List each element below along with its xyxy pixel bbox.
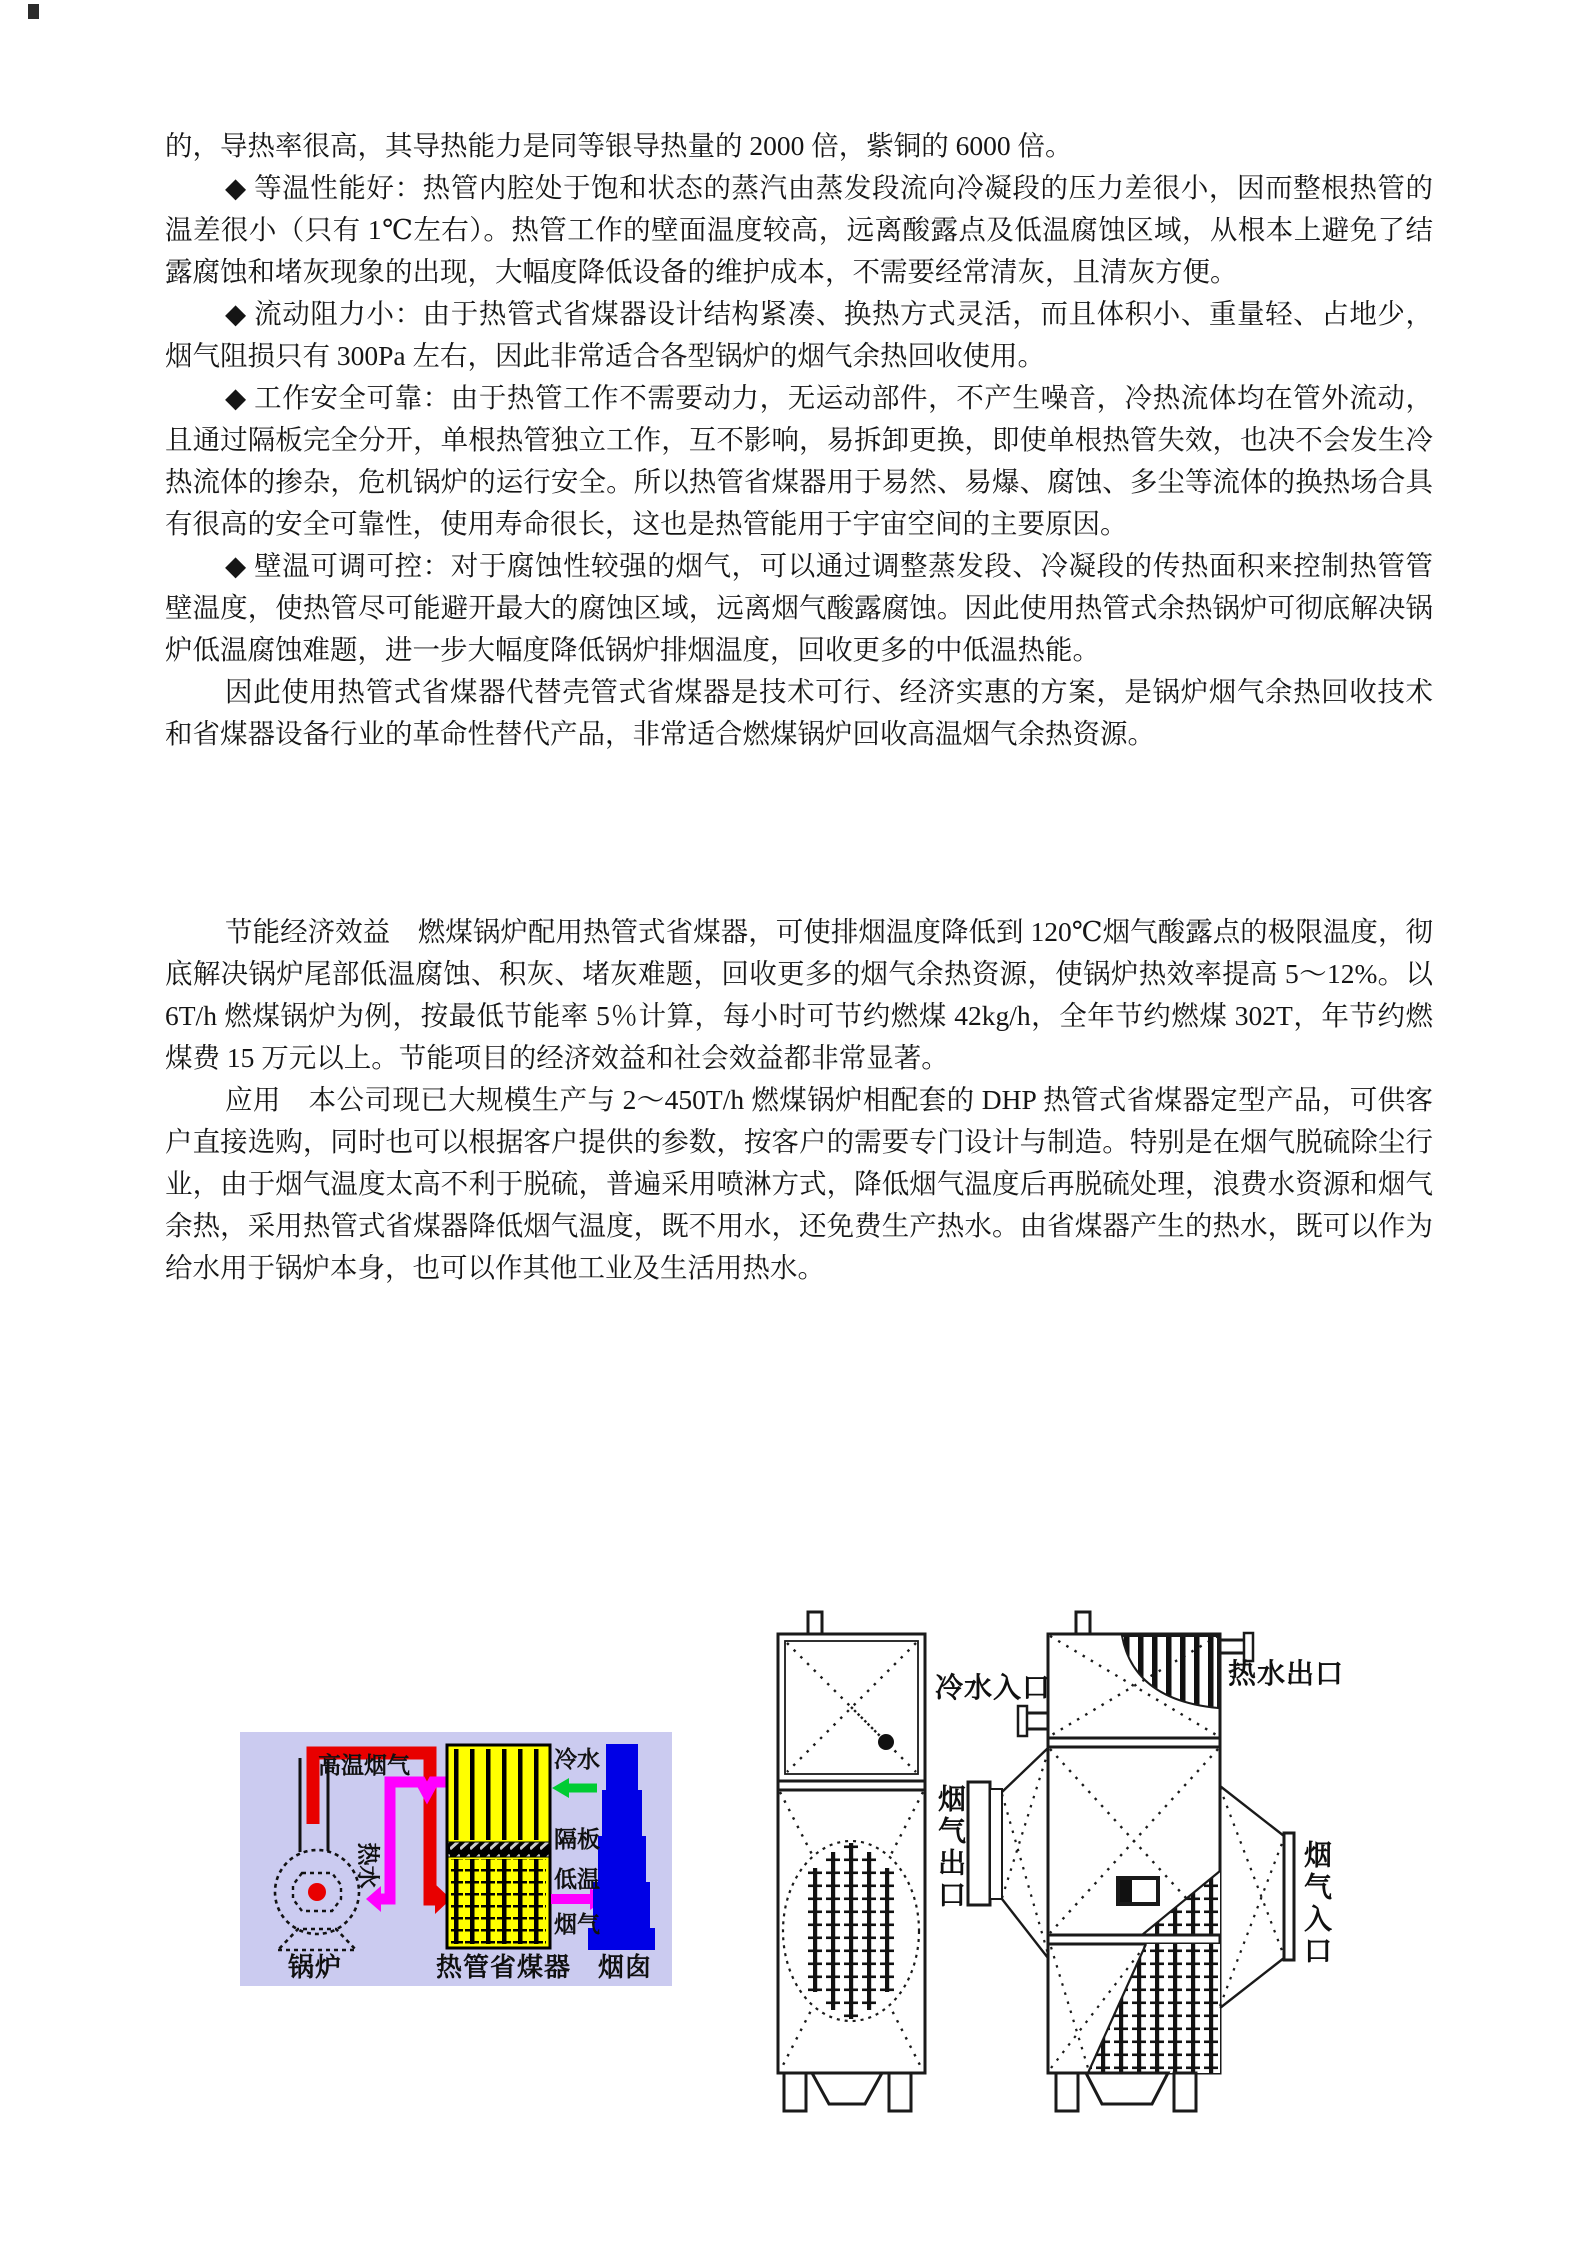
paragraph-conduction: 的，导热率很高，其导热能力是同等银导热量的 2000 倍，紫铜的 6000 倍。 xyxy=(165,130,1073,161)
figure-technical-drawing xyxy=(770,1606,1370,2118)
system-diagram-art xyxy=(240,1732,672,1986)
partition-band xyxy=(447,1842,550,1857)
lifting-lug xyxy=(808,1612,822,1634)
paragraph-replacement: 因此使用热管式省煤器代替壳管式省煤器是技术可行、经济实惠的方案，是锅炉烟气余热回收技术和省煤器设备行业的革命性替代产品，非常适合燃煤锅炉回收高温烟气余热资源。 xyxy=(165,676,1433,749)
drain-dot xyxy=(878,1734,894,1750)
label-cold-water: 冷水 xyxy=(554,1746,600,1772)
paragraph-flow-resistance: ◆ 流动阻力小：由于热管式省煤器设计结构紧凑、换热方式灵活，而且体积小、重量轻、占地少，烟气阻损只有 300Pa 左右，因此非常适合各型锅炉的烟气余热回收使用。 xyxy=(165,298,1433,371)
label-boiler: 锅炉 xyxy=(288,1952,343,1982)
economizer-box xyxy=(447,1745,550,1948)
paragraph-isothermal: ◆ 等温性能好：热管内腔处于饱和状态的蒸汽由蒸发段流向冷凝段的压力差很小，因而整根热管的温差很小（只有 1℃左右）。热管工作的壁面温度较高，远离酸露点及低温腐蚀区域，从根本上避免了结露腐蚀和堵灰现象的出现，大幅度降低设备的维护成本，不需要经常清灰，且清灰方便。 xyxy=(165,172,1433,287)
unit-leg xyxy=(1056,2073,1078,2111)
scan-artifact xyxy=(28,4,39,19)
hot-outlet-stub xyxy=(1220,1633,1253,1661)
label-chimney: 烟囱 xyxy=(598,1952,653,1982)
front-view-unit xyxy=(778,1612,925,2111)
boiler-flame-dot xyxy=(308,1883,326,1901)
label-low-temp: 低温 xyxy=(554,1866,600,1892)
unit-leg xyxy=(784,2073,806,2111)
plain-tube-bank xyxy=(451,1749,546,1840)
unit-leg xyxy=(889,2073,911,2111)
unit-leg xyxy=(1174,2073,1196,2111)
label-hot-water: 热水 xyxy=(355,1842,382,1889)
body-text xyxy=(165,125,1433,1289)
paragraph-application: 应用 本公司现已大规模生产与 2～450T/h 燃煤锅炉相配套的 DHP 热管式省煤器定型产品，可供客户直接选购，同时也可以根据客户提供的参数，按客户的需要专门设计与制造。特别是在烟气脱硫除尘行业，由于烟气温度太高不利于脱硫，普遍采用喷淋方式，降低烟气温度后再脱硫处理，浪费水资源和烟气余热，采用热管式省煤器降低烟气温度，既不用水，还免费生产热水。由省煤器产生的热水，既可以作为给水用于锅炉本身，也可以作其他工业及生活用热水。 xyxy=(165,1084,1433,1283)
label-hot-flue-gas: 高温烟气 xyxy=(318,1752,410,1778)
label-hot-water-outlet: 热水出口 xyxy=(1228,1658,1345,1689)
ash-hopper xyxy=(812,2073,882,2104)
ash-hopper xyxy=(1086,2073,1168,2104)
flue-inlet-flange xyxy=(1220,1786,1294,2008)
finned-tube-bank xyxy=(451,1859,546,1944)
side-view-unit xyxy=(1018,1612,1253,2111)
paragraph-economic-benefit: 节能经济效益 燃煤锅炉配用热管式省煤器，可使排烟温度降低到 120℃烟气酸露点的极限温度，彻底解决锅炉尾部低温腐蚀、积灰、堵灰难题，回收更多的烟气余热资源，使锅炉热效率提高 5～12%。以 6T/h 燃煤锅炉为例，按最低节能率 5％计算，每小时可节约燃煤 42kg/h，全年节约燃煤 302T，年节约燃煤费 15 万元以上。节能项目的经济效益和社会效益都非常显著。 xyxy=(165,916,1433,1073)
label-partition: 隔板 xyxy=(554,1826,600,1852)
flue-outlet-flange xyxy=(968,1748,1048,1958)
label-cold-water-inlet: 冷水入口 xyxy=(935,1672,1052,1703)
figure-system-diagram xyxy=(240,1732,672,1986)
paragraph-wall-temp: ◆ 壁温可调可控：对于腐蚀性较强的烟气，可以通过调整蒸发段、冷凝段的传热面积来控制热管管壁温度，使热管尽可能避开最大的腐蚀区域，远离烟气酸露腐蚀。因此使用热管式余热锅炉可彻底解决锅炉低温腐蚀难题，进一步大幅度降低锅炉排烟温度，回收更多的中低温热能。 xyxy=(165,550,1433,665)
label-flue-gas: 烟气 xyxy=(554,1911,600,1937)
lifting-lug xyxy=(1076,1612,1090,1634)
label-flue-gas-outlet: 烟气出口 xyxy=(935,1784,966,1912)
label-economizer: 热管省煤器 xyxy=(436,1952,572,1982)
cold-inlet-stub xyxy=(1018,1706,1048,1736)
cold-water-arrow xyxy=(552,1778,597,1798)
label-flue-gas-inlet: 烟气入口 xyxy=(1301,1840,1332,1968)
boiler-drawing xyxy=(275,1850,359,1950)
paragraph-safety: ◆ 工作安全可靠：由于热管工作不需要动力，无运动部件，不产生噪音，冷热流体均在管外流动，且通过隔板完全分开，单根热管独立工作，互不影响，易拆卸更换，即使单根热管失效，也决不会发生冷热流体的掺杂，危机锅炉的运行安全。所以热管省煤器用于易然、易爆、腐蚀、多尘等流体的换热场合具有很高的安全可靠性，使用寿命很长，这也是热管能用于宇宙空间的主要原因。 xyxy=(165,382,1433,539)
